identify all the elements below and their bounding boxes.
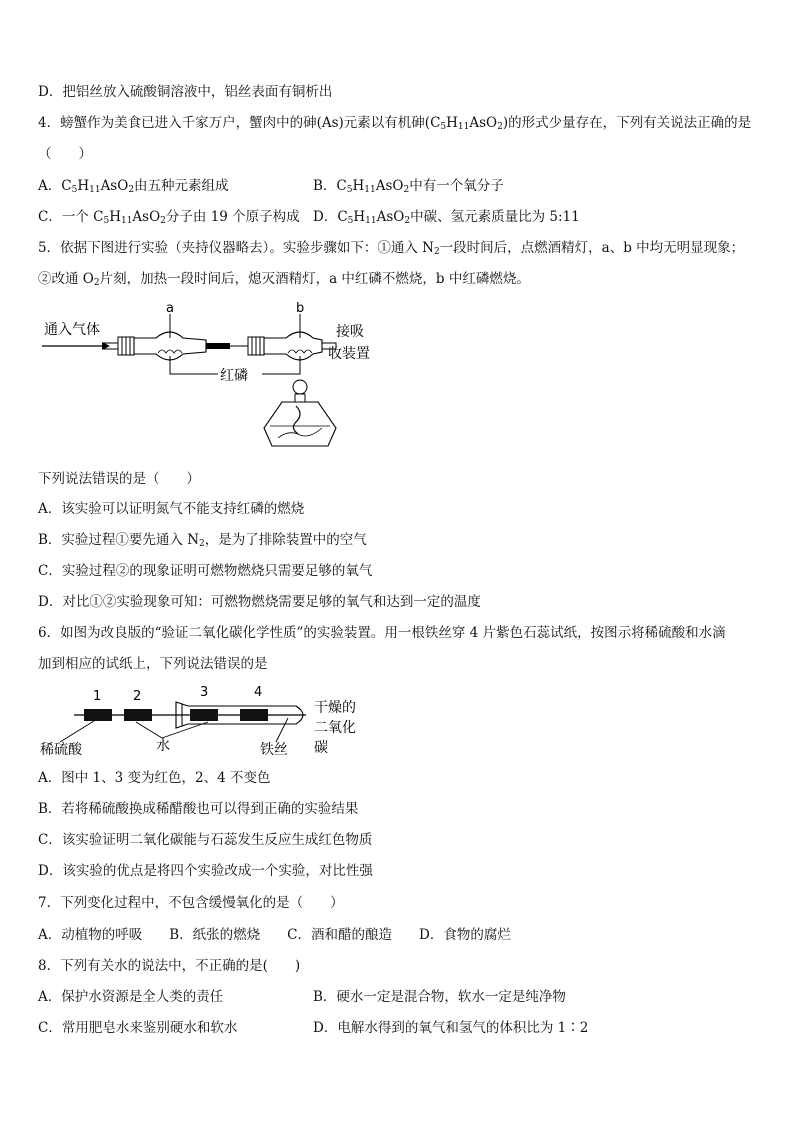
q8-option-d: D．电解水得到的氧气和氢气的体积比为 1∶2: [313, 1020, 589, 1036]
label-phosphorus: 红磷: [220, 368, 248, 384]
q7-options: A．动植物的呼吸 B．纸张的燃烧 C．酒和醋的酿造 D．食物的腐烂: [38, 927, 511, 943]
q7-stem: 7．下列变化过程中，不包含缓慢氧化的是（ ）: [38, 895, 344, 911]
q6-option-b: B．若将稀硫酸换成稀醋酸也可以得到正确的实验结果: [38, 801, 359, 817]
label-water: 水: [156, 738, 170, 754]
label-strip-1: 1: [93, 689, 102, 704]
q8-option-a: A．保护水资源是全人类的责任: [38, 989, 224, 1005]
connector-tube: [206, 343, 230, 349]
lamp-cap: [293, 380, 307, 394]
q5-question: 下列说法错误的是（ ）: [38, 471, 200, 487]
q4-option-d: D．$C_5H_{11}AsO_2$中碳、氢元素质量比为 5:11: [313, 209, 580, 226]
q6-option-c: C．该实验证明二氧化碳能与石蕊发生反应生成红色物质: [38, 832, 373, 848]
strip-2: [124, 709, 152, 721]
q3-option-d: D．把铝丝放入硫酸铜溶液中，铝丝表面有铜析出: [38, 84, 333, 100]
q8-option-b: B．硬水一定是混合物，软水一定是纯净物: [313, 989, 566, 1005]
label-absorb-2: 收装置: [328, 346, 370, 362]
lamp-neck: [295, 394, 305, 402]
q6-stem-line1: 6．如图为改良版的“验证二氧化碳化学性质”的实验装置。用一根铁丝穿 4 片紫色石蕊试纸，按图示将稀硫酸和水滴: [38, 625, 726, 641]
q8-stem: 8．下列有关水的说法中，不正确的是( ): [38, 958, 301, 974]
q5-stem-line1: 5．依据下图进行实验（夹持仪器略去）。实验步骤如下：①通入 $N_2$一段时间后，点燃酒精灯，a、b 中均无明显现象；: [38, 240, 745, 257]
label-strip-4: 4: [254, 685, 263, 700]
label-co2-line3: 碳: [314, 740, 328, 756]
phosphorus-b: [288, 350, 312, 353]
q4-option-b: B．$C_5H_{11}AsO_2$中有一个氧分子: [313, 178, 504, 195]
label-b: b: [296, 301, 305, 316]
q6-stem-line2: 加到相应的试纸上，下列说法错误的是: [38, 656, 268, 672]
combustion-apparatus-figure: [38, 296, 370, 462]
strip-1: [84, 709, 112, 721]
label-a: a: [166, 301, 174, 316]
q4-answer-blank: （ ）: [38, 146, 92, 162]
alcohol-lamp: [264, 402, 336, 446]
q5-option-c: C．实验过程②的现象证明可燃物燃烧只需要足够的氧气: [38, 563, 373, 579]
label-gas-in: 通入气体: [44, 322, 100, 338]
label-strip-2: 2: [133, 689, 142, 704]
q4-option-c: C．一个 $C_5H_{11}AsO_2$分子由 19 个原子构成: [38, 209, 300, 226]
tube-b: [264, 332, 322, 360]
strip-4: [240, 709, 268, 721]
label-iron-wire: 铁丝: [260, 742, 288, 758]
q5-option-a: A．该实验可以证明氮气不能支持红磷的燃烧: [38, 501, 305, 517]
q4-option-a: A．$C_5H_{11}AsO_2$由五种元素组成: [38, 178, 229, 195]
co2-test-figure: [38, 684, 368, 760]
q5-option-b: B．实验过程①要先通入 $N_2$，是为了排除装置中的空气: [38, 532, 367, 549]
q6-option-a: A．图中 1、3 变为红色，2、4 不变色: [38, 770, 271, 786]
label-co2-line2: 二氧化: [314, 720, 356, 736]
label-dilute-sulfuric-acid: 稀硫酸: [40, 742, 82, 758]
label-co2-line1: 干燥的: [314, 700, 356, 716]
phosphorus-a: [158, 350, 182, 353]
strip-3: [190, 709, 218, 721]
label-absorb-1: 接吸: [336, 324, 364, 340]
q4-stem: 4．螃蟹作为美食已进入千家万户，蟹肉中的砷(As)元素以有机砷$(C_5H_{11}AsO_2)$的形式少量存在，下列有关说法正确的是: [38, 115, 752, 132]
label-strip-3: 3: [200, 685, 209, 700]
q8-option-c: C．常用肥皂水来鉴别硬水和软水: [38, 1020, 238, 1036]
q5-stem-line2: ②改通 $O_2$片刻，加热一段时间后，熄灭酒精灯，a 中红磷不燃烧，b 中红磷燃烧。: [38, 271, 530, 288]
q6-option-d: D．该实验的优点是将四个实验改成一个实验，对比性强: [38, 863, 373, 879]
q5-option-d: D．对比①②实验现象可知：可燃物燃烧需要足够的氧气和达到一定的温度: [38, 594, 481, 610]
